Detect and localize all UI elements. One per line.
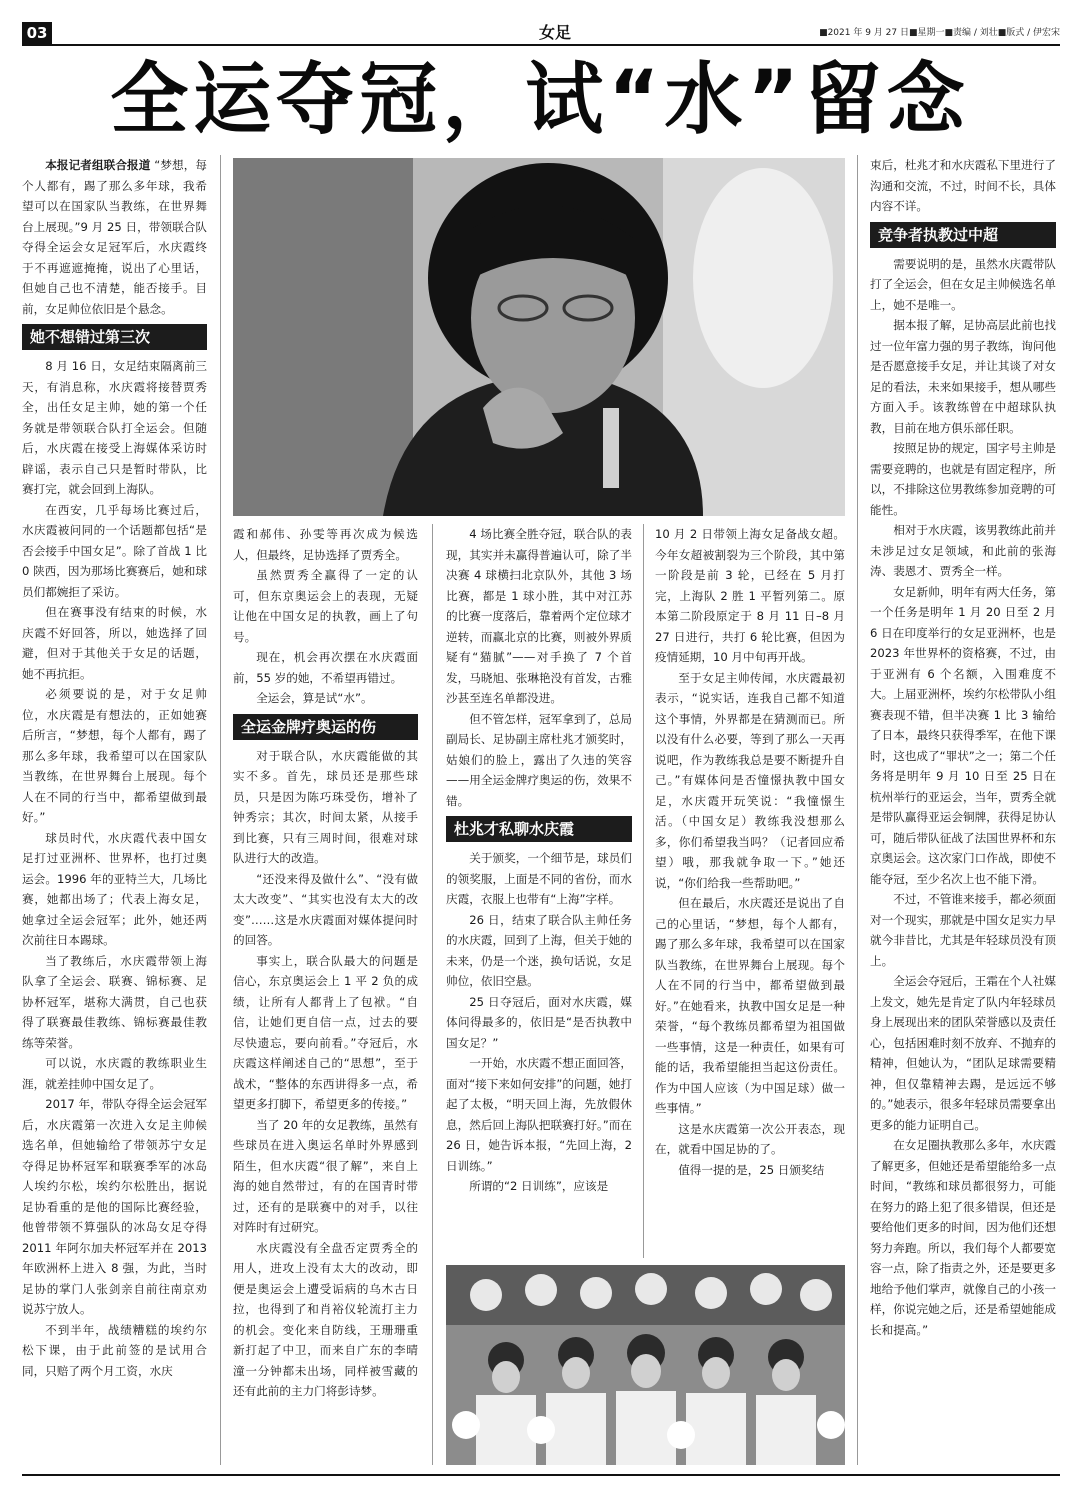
column-rule xyxy=(432,524,433,1465)
paragraph: 按照足协的规定，国字号主帅是需要竞聘的，也就是有固定程序，所以，不排除这位男教练参加竞聘的可能性。 xyxy=(870,441,1056,517)
subhead: 全运金牌疗奥运的伤 xyxy=(233,714,418,740)
subhead: 杜兆才私聊水庆霞 xyxy=(446,816,632,842)
issue-meta: ■2021 年 9 月 27 日■星期一■责编 / 刘壮■版式 / 伊宏宋 xyxy=(819,28,1060,38)
page-number: 03 xyxy=(22,22,52,44)
paragraph: 事实上，联合队最大的问题是信心，东京奥运会上 1 平 2 负的成绩，让所有人都背上了包袱。“自信，让她们更自信一点，过去的要尽快遗忘，要向前看。”夺冠后，水庆霞这样阐述自己的“思想”，至于战术，“整体的东西讲得多一点，希望更多打脚下，希望更多的传接。” xyxy=(233,953,418,1111)
paragraph: 束后，杜兆才和水庆霞私下里进行了沟通和交流，不过，时间不长，具体内容不详。 xyxy=(870,158,1056,213)
paragraph: 虽然贾秀全赢得了一定的认可，但东京奥运会上的表现，无疑让他在中国女足的执教，画上了句号。 xyxy=(233,568,418,644)
paragraph: 但不管怎样，冠军拿到了，总局副局长、足协副主席杜兆才颁奖时，姑娘们的脸上，露出了久违的笑容——用全运金牌疗奥运的伤，效果不错。 xyxy=(446,711,632,808)
paragraph: 球员时代，水庆霞代表中国女足打过亚洲杯、世界杯，也打过奥运会。1996 年的亚特兰大，几场比赛，她都出场了；代表上海女足，她拿过全运会冠军；此外，她还两次前往日本踢球。 xyxy=(22,830,207,947)
paragraph: 4 场比赛全胜夺冠，联合队的表现，其实并未赢得普遍认可，除了半决赛 4 球横扫北京队外，其他 3 场比赛，都是 1 球小胜，其中对江苏的比赛一度落后，靠着两个定位球才逆转，而赢北京的比赛，则被外界质疑有“猫腻”——对手换了 7 个首发，马晓旭、张琳艳没有首发，古雅沙甚至连名单都没进。 xyxy=(446,527,632,705)
paragraph: 8 月 16 日，女足结束隔离前三天，有消息称，水庆霞将接替贾秀全，出任女足主帅，她的第一个任务就是带领联合队打全运会。但随后，水庆霞在接受上海媒体采访时辟谣，表示自己只是暂时带队，比赛打完，就会回到上海队。 xyxy=(22,359,207,496)
paragraph: 相对于水庆霞，该男教练此前并未涉足过女足领域，和此前的张海涛、裴恩才、贾秀全一样。 xyxy=(870,523,1056,578)
paragraph: 全运会夺冠后，王霜在个人社媒上发文，她先是肯定了队内年轻球员身上展现出来的团队荣誉感以及责任心，包括困难时刻不放弃、不抛弃的精神，但她认为，“团队足球需要精神，但仅靠精神去踢，是远远不够的。”她表示，很多年轻球员需要拿出更多的能力证明自己。 xyxy=(870,974,1056,1132)
paragraph: 至于女足主帅传闻，水庆霞最初表示，“说实话，连我自己都不知道这个事情，外界都是在猜测而已。所以没有什么必要，等到了那么一天再说吧，作为教练我总是要不断提升自己。”有媒体问是否憧憬执教中国女足，水庆霞开玩笑说：“我憧憬生活。（中国女足）教练我没想那么多，你们希望我当吗？（记者回应希望）哦，那我就争取一下。”她还说，“你们给我一些帮助吧。” xyxy=(655,670,845,890)
paragraph: 据本报了解，足协高层此前也找过一位年富力强的男子教练，询问他是否愿意接手女足，并让其谈了对女足的看法，未来如果接手，想从哪些方面入手。该教练曾在中超球队执教，目前在地方俱乐部任职。 xyxy=(870,318,1056,435)
paragraph: 值得一提的是，25 日颁奖结 xyxy=(678,1162,825,1177)
paragraph: 26 日，结束了联合队主帅任务的水庆霞，回到了上海，但关于她的未来，仍是一个迷，换句话说，女足帅位，依旧空悬。 xyxy=(446,912,632,988)
paragraph: 当了 20 年的女足教练，虽然有些球员在进入奥运名单时外界感到陌生，但水庆霞“很了解”，来自上海的她自然带过，有的在国青时带过，还有的是联赛中的对手，以往对阵时有过研究。 xyxy=(233,1117,418,1234)
article-column-5 xyxy=(870,155,1056,1465)
paragraph: “还没来得及做什么”、“没有做太大改变”、“其实也没有太大的改变”……这是水庆霞面对媒体提问时的回答。 xyxy=(233,871,418,947)
paragraph: 需要说明的是，虽然水庆霞带队打了全运会，但在女足主帅候选名单上，她不是唯一。 xyxy=(870,256,1056,312)
paragraph: 一开始，水庆霞不想正面回答，面对“接下来如何安排”的问题，她打起了太极，“明天回上海，先放假休息，然后回上海队把联赛打好。”而在 26 日，她告诉本报，“先回上海，2 日训练。” xyxy=(446,1056,632,1173)
paragraph: 在女足圈执教那么多年，水庆霞了解更多，但她还是希望能给多一点时间，“教练和球员都很努力，可能在努力的路上犯了很多错误，但还是要给他们更多的时间，因为他们还想努力奔跑。所以，我们每个人都要宽容一点，除了指责之外，还是要更多地给予他们掌声，就像自己的小孩一样，你说完她之后，还是希望她能成长和提高。” xyxy=(870,1138,1056,1337)
paragraph: 2017 年，带队夺得全运会冠军后，水庆霞第一次进入女足主帅候选名单，但她输给了带领苏宁女足夺得足协杯冠军和联赛季军的冰岛人埃约尔松，埃约尔松胜出，据说足协看重的是他的国际比赛经验，他曾带领不算强队的冰岛女足夺得 2011 年阿尔加夫杯冠军并在 2013 年欧洲杯上进入 8 强，为此，当时足协的掌门人张剑亲自前往南京劝说苏宁放人。 xyxy=(22,1097,207,1316)
section-title: 女足 xyxy=(539,23,572,42)
paragraph: 女足新帅，明年有两大任务，第一个任务是明年 1 月 20 日至 2 月 6 日在印度举行的女足亚洲杯，也是 2023 年世界杯的资格赛，不过，由于亚洲有 6 个名额，入围难度不大。上届亚洲杯，埃约尔松带队小组赛表现不错，但半决赛 1 比 3 输给了日本，最终只获得季军，在他下课时，这也成了“罪状”之一；第二个任务将是明年 9 月 10 日至 25 日在杭州举行的亚运会，当年，贾秀全就是带队赢得亚运会铜牌，获得足协认可，随后带队征战了法国世界杯和东京奥运会。这次家门口作战，即使不能夺冠，至少名次上也不能下滑。 xyxy=(870,584,1056,886)
paragraph: 霞和郝伟、孙雯等再次成为候选人，但最终，足协选择了贾秀全。 xyxy=(233,527,418,562)
column-rule xyxy=(643,524,644,1258)
article-column-3 xyxy=(446,524,632,1258)
paragraph: 10 月 2 日带领上海女足备战女超。今年女超被割裂为三个阶段，其中第一阶段是前 3 轮，已经在 5 月打完，上海队 2 胜 1 平暂列第二。原本第二阶段原定于 8 月 11 日–8 月 27 日进行，共打 6 轮比赛，但因为疫情延期，10 月中旬再开战。 xyxy=(655,527,845,664)
paragraph: 当了教练后，水庆霞带领上海队拿了全运会、联赛、锦标赛、足协杯冠军，堪称大满贯，自己也获得了联赛最佳教练、锦标赛最佳教练等荣誉。 xyxy=(22,953,207,1050)
paragraph: 水庆霞没有全盘否定贾秀全的用人，进攻上没有太大的改动，即便是奥运会上遭受诟病的乌木古日拉，也得到了和肖裕仪轮流打主力的机会。变化来自防线，王珊珊重新打起了中卫，而来自广东的李晴潼一分钟都未出场，同样被雪藏的还有此前的主力门将彭诗梦。 xyxy=(233,1240,418,1398)
paragraph: “梦想，每个人都有，踢了那么多年球，我希望可以在国家队当教练，在世界舞台上展现。”9 月 25 日，带领联合队夺得全运会女足冠军后，水庆霞终于不再遮遮掩掩，说出了心里话，但她自己也不清楚，能否接手。目前，女足帅位依旧是个悬念。 xyxy=(22,158,207,316)
paragraph: 所谓的“2 日训练”，应该是 xyxy=(469,1179,609,1193)
paragraph: 全运会，算是试“水”。 xyxy=(256,691,373,705)
main-photo xyxy=(233,158,845,516)
headline: 全运夺冠，试“水”留念 xyxy=(110,55,970,145)
paragraph: 现在，机会再次摆在水庆霞面前，55 岁的她，不希望再错过。 xyxy=(233,650,418,685)
paragraph: 25 日夺冠后，面对水庆霞，媒体问得最多的，依旧是“是否执教中国女足？” xyxy=(446,994,632,1050)
byline: 本报记者组联合报道 xyxy=(45,158,151,172)
paragraph: 必须要说的是，对于女足帅位，水庆霞是有想法的，正如她赛后所言，“梦想，每个人都有，踢了那么多年球，我希望可以在国家队当教练，在世界舞台上展现。每个人在不同的行当中，都希望做到最好。” xyxy=(22,687,207,824)
column-rule xyxy=(220,155,221,1465)
footer-rule xyxy=(22,1474,1060,1476)
paragraph: 但在最后，水庆霞还是说出了自己的心里话，“梦想，每个人都有，踢了那么多年球，我希望可以在国家队当教练，在世界舞台上展现。每个人在不同的行当中，都希望做到最好。”在她看来，执教中国女足是一种荣誉，“每个教练员都希望为祖国做一些事情，这是一种责任，如果有可能的话，我希望能担当起这份责任。作为中国人应该（为中国足球）做一些事情。” xyxy=(655,896,845,1115)
paragraph: 对于联合队，水庆霞能做的其实不多。首先，球员还是那些球员，只是因为陈巧珠受伤，增补了钟秀宗；其次，时间太紧，从接手到比赛，只有三周时间，很难对球队进行大的改造。 xyxy=(233,748,418,865)
team-photo xyxy=(446,1265,845,1465)
paragraph: 关于颁奖，一个细节是，球员们的领奖服，上面是不同的省份，而水庆霞，衣服上也带有“上海”字样。 xyxy=(446,851,632,906)
subhead: 她不想错过第三次 xyxy=(22,324,207,350)
paragraph: 但在赛事没有结束的时候，水庆霞不好回答，所以，她选择了回避，但对于其他关于女足的话题，她不再抗拒。 xyxy=(22,605,207,681)
page-header xyxy=(22,22,1060,46)
paragraph: 在西安，几乎每场比赛过后，水庆霞被问同的一个话题都包括“是否会接手中国女足”。除了首战 1 比 0 陕西，因为那场比赛赛后，她和球员们都婉拒了采访。 xyxy=(22,502,207,599)
paragraph: 不过，不管谁来接手，都必须面对一个现实，那就是中国女足实力早就今非昔比，尤其是年轻球员没有顶上。 xyxy=(870,892,1056,968)
paragraph: 可以说，水庆霞的教练职业生涯，就差挂帅中国女足了。 xyxy=(22,1056,207,1091)
article-column-4 xyxy=(655,524,845,1258)
subhead: 竞争者执教过中超 xyxy=(870,222,1056,248)
column-rule xyxy=(857,155,858,1465)
article-column-1 xyxy=(22,155,207,1465)
article-column-2 xyxy=(233,524,418,1465)
paragraph: 不到半年，战绩糟糕的埃约尔松下课，由于此前签的是试用合同，只赔了两个月工资，水庆 xyxy=(22,1322,207,1378)
paragraph: 这是水庆霞第一次公开表态，现在，就看中国足协的了。 xyxy=(655,1121,845,1156)
